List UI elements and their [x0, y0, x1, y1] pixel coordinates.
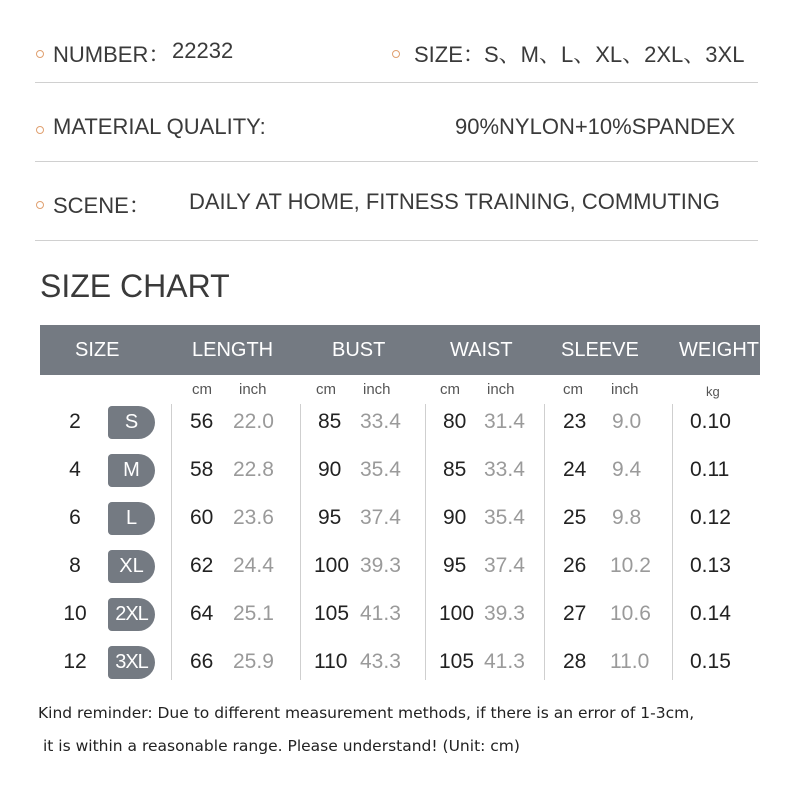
bust-cm: 100 [314, 554, 350, 577]
bullet-icon [392, 50, 400, 58]
sleeve-inch: 9.8 [612, 506, 642, 529]
bust-cm: 105 [314, 602, 350, 625]
weight-kg: 0.11 [690, 458, 730, 481]
length-cm: 66 [190, 650, 214, 673]
size-chart-title: SIZE CHART [40, 268, 230, 304]
length-cm: 58 [190, 458, 214, 481]
divider [35, 161, 758, 162]
weight-kg: 0.13 [690, 554, 731, 577]
material-value: 90%NYLON+10%SPANDEX [455, 114, 736, 139]
length-inch: 25.1 [233, 602, 274, 625]
header-weight: WEIGHT [679, 339, 759, 361]
unit-cm: cm [440, 381, 460, 398]
number-label: NUMBER： [53, 42, 171, 67]
unit-kg: kg [706, 384, 720, 399]
size-badge: L [108, 502, 155, 535]
table-row [0, 546, 800, 594]
weight-kg: 0.15 [690, 650, 731, 673]
table-header [40, 325, 760, 375]
table-row [0, 450, 800, 498]
sleeve-inch: 10.6 [610, 602, 651, 625]
bust-inch: 33.4 [360, 410, 401, 433]
number-value: 22232 [172, 38, 234, 63]
bullet-icon [36, 201, 44, 209]
size-badge: M [108, 454, 155, 487]
header-length: LENGTH [192, 339, 274, 361]
header-waist: WAIST [450, 339, 513, 361]
bust-inch: 41.3 [360, 602, 401, 625]
sleeve-cm: 24 [563, 458, 587, 481]
header-bust: BUST [332, 339, 386, 361]
sleeve-cm: 26 [563, 554, 587, 577]
size-label: SIZE： [414, 42, 485, 67]
bust-cm: 95 [318, 506, 342, 529]
length-cm: 62 [190, 554, 214, 577]
waist-inch: 37.4 [484, 554, 525, 577]
reminder-line-2: it is within a reasonable range. Please understand! (Unit: cm) [43, 737, 520, 755]
material-label: MATERIAL QUALITY: [53, 114, 266, 139]
waist-cm: 80 [443, 410, 467, 433]
bullet-icon [36, 126, 44, 134]
length-inch: 22.0 [233, 410, 274, 433]
scene-value: DAILY AT HOME, FITNESS TRAINING, COMMUTING [189, 189, 720, 214]
length-cm: 60 [190, 506, 214, 529]
table-row [0, 642, 800, 690]
waist-cm: 100 [439, 602, 475, 625]
length-inch: 22.8 [233, 458, 274, 481]
divider [35, 82, 758, 83]
sleeve-inch: 9.0 [612, 410, 642, 433]
sleeve-cm: 23 [563, 410, 587, 433]
table-row [0, 594, 800, 642]
length-inch: 24.4 [233, 554, 274, 577]
size-number: 4 [69, 458, 81, 481]
length-inch: 25.9 [233, 650, 274, 673]
unit-inch: inch [239, 381, 267, 398]
bust-cm: 90 [318, 458, 342, 481]
divider [35, 240, 758, 241]
size-value: S、M、L、XL、2XL、3XL [484, 42, 745, 67]
unit-inch: inch [611, 381, 639, 398]
size-badge: S [108, 406, 155, 439]
bust-cm: 85 [318, 410, 342, 433]
bust-inch: 43.3 [360, 650, 401, 673]
waist-cm: 90 [443, 506, 467, 529]
unit-inch: inch [487, 381, 515, 398]
waist-inch: 35.4 [484, 506, 525, 529]
size-number: 6 [69, 506, 81, 529]
table-row [0, 498, 800, 546]
bust-cm: 110 [314, 650, 348, 673]
unit-inch: inch [363, 381, 391, 398]
waist-cm: 85 [443, 458, 467, 481]
scene-label: SCENE： [53, 193, 151, 218]
bullet-icon [36, 50, 44, 58]
sleeve-inch: 11.0 [610, 650, 650, 673]
weight-kg: 0.10 [690, 410, 731, 433]
header-sleeve: SLEEVE [561, 339, 639, 361]
size-badge: 2XL [108, 598, 155, 631]
size-badge: XL [108, 550, 155, 583]
waist-inch: 39.3 [484, 602, 525, 625]
table-row [0, 402, 800, 450]
unit-cm: cm [192, 381, 212, 398]
sleeve-cm: 27 [563, 602, 587, 625]
bust-inch: 35.4 [360, 458, 401, 481]
bust-inch: 37.4 [360, 506, 401, 529]
waist-cm: 105 [439, 650, 475, 673]
size-number: 10 [63, 602, 87, 625]
waist-inch: 33.4 [484, 458, 525, 481]
bust-inch: 39.3 [360, 554, 401, 577]
weight-kg: 0.14 [690, 602, 731, 625]
sleeve-cm: 25 [563, 506, 587, 529]
reminder-line-1: Kind reminder: Due to different measurement methods, if there is an error of 1-3cm, [38, 704, 695, 722]
length-cm: 56 [190, 410, 214, 433]
unit-cm: cm [563, 381, 583, 398]
sleeve-cm: 28 [563, 650, 587, 673]
size-number: 8 [69, 554, 81, 577]
sleeve-inch: 10.2 [610, 554, 651, 577]
weight-kg: 0.12 [690, 506, 731, 529]
waist-inch: 41.3 [484, 650, 525, 673]
header-size: SIZE [75, 339, 120, 361]
waist-cm: 95 [443, 554, 467, 577]
unit-cm: cm [316, 381, 336, 398]
length-inch: 23.6 [233, 506, 274, 529]
size-number: 12 [63, 650, 87, 673]
length-cm: 64 [190, 602, 214, 625]
size-badge: 3XL [108, 646, 155, 679]
waist-inch: 31.4 [484, 410, 525, 433]
sleeve-inch: 9.4 [612, 458, 642, 481]
size-number: 2 [69, 410, 81, 433]
